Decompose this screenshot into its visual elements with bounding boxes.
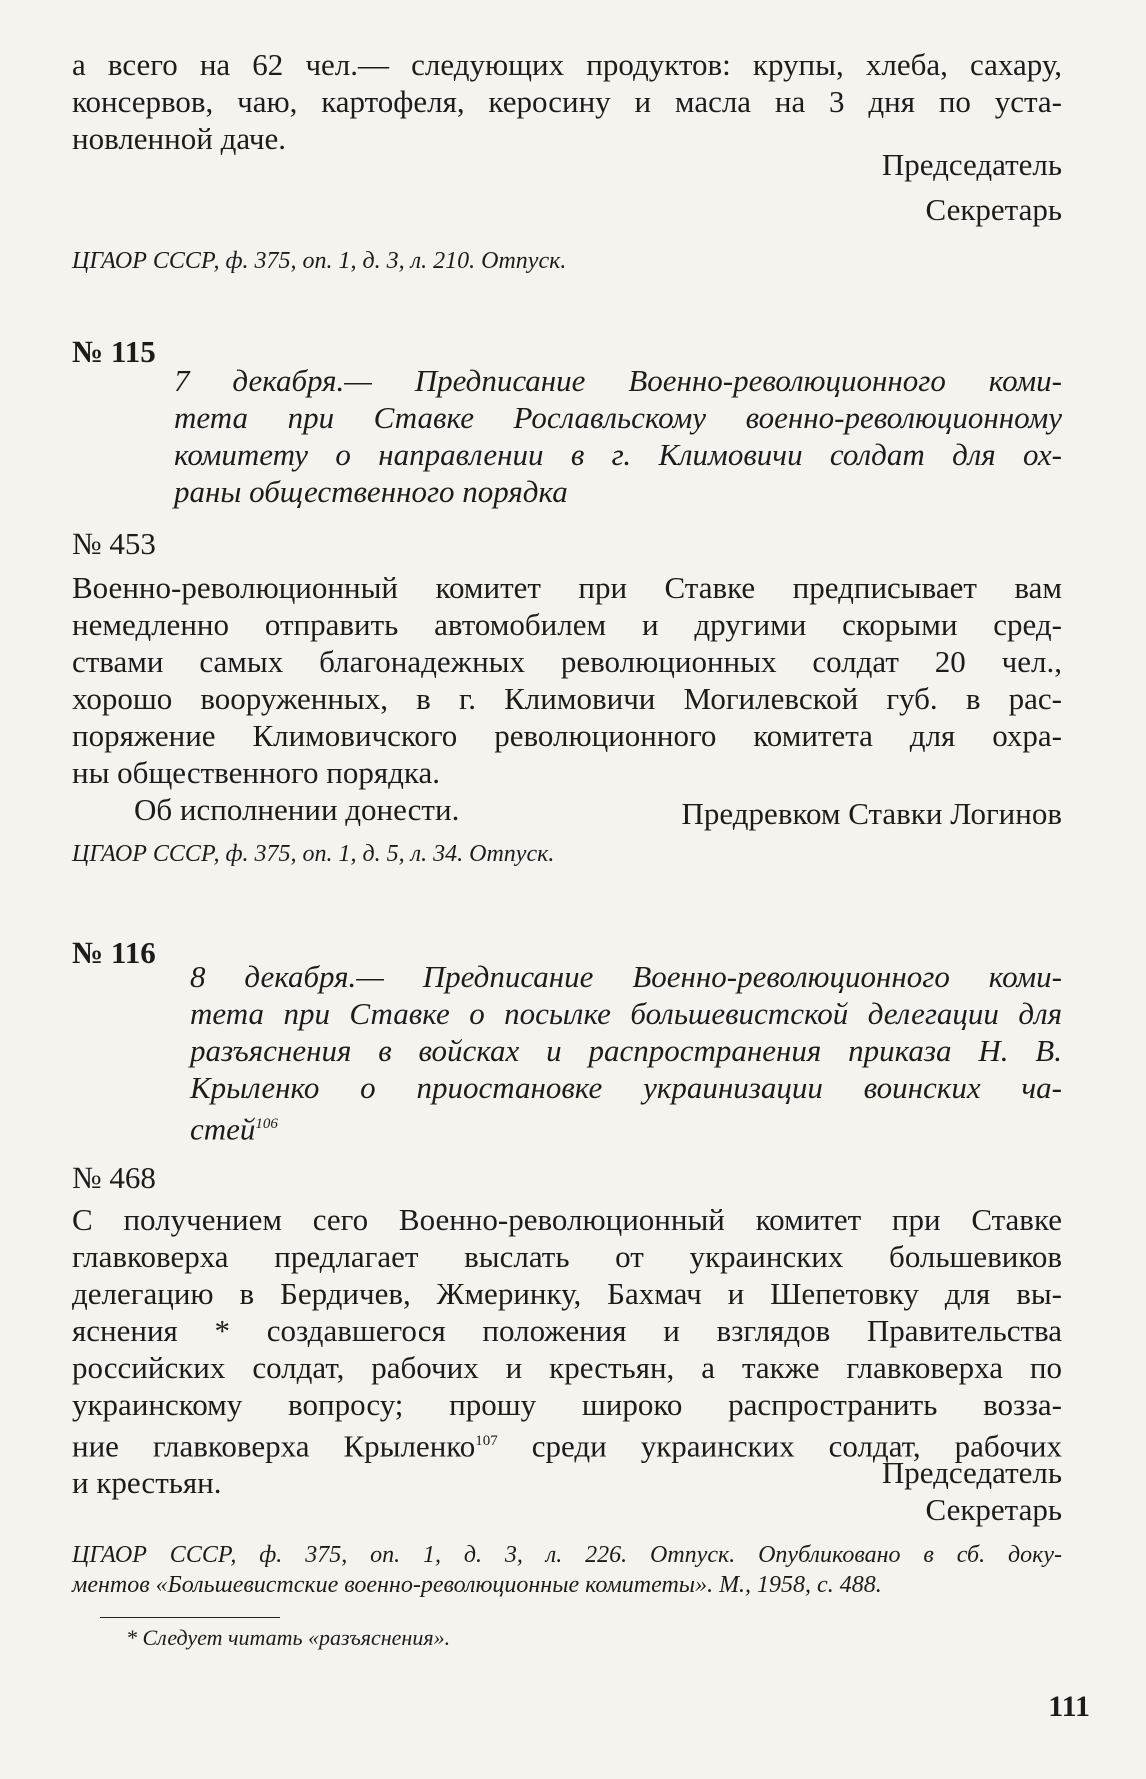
doc116-line7-part-a: ние главковерха Крыленко xyxy=(72,1428,476,1464)
doc116-outgoing-number: № 468 xyxy=(72,1160,156,1195)
doc115-heading-line: раны общественного порядка xyxy=(174,474,568,509)
doc115-body xyxy=(72,569,1062,828)
doc116-heading-last-word: стей xyxy=(190,1111,256,1147)
doc116-source-line: ментов «Большевистские военно-революционные комитеты». М., 1958, с. 488. xyxy=(72,1572,882,1598)
doc116-body-line: делегацию в Бердичев, Жмеринку, Бахмач и Шепетовку для вы- xyxy=(72,1276,1062,1311)
top-sign-chairman: Председатель xyxy=(881,147,1062,182)
doc115-body-line: поряжение Климовичского революционного комитета для охра- xyxy=(72,718,1062,753)
doc116-body-line: яснения * создавшегося положения и взглядов Правительства xyxy=(72,1313,1062,1348)
doc116-heading-line: Крыленко о приостановке украинизации воинских ча- xyxy=(190,1070,1062,1105)
doc115-body-line: ны общественного порядка. xyxy=(72,755,440,790)
doc115-heading-line: 7 декабря.— Предписание Военно-революционного коми- xyxy=(174,363,1062,398)
doc116-heading-last xyxy=(190,1106,1062,1147)
doc116-heading-line: разъяснения в войсках и распространения приказа Н. В. xyxy=(190,1033,1062,1068)
top-line-3: новленной даче. xyxy=(72,121,286,156)
doc116-heading-note-ref: 106 xyxy=(255,1116,278,1132)
doc116-heading-line: 8 декабря.— Предписание Военно-революционного коми- xyxy=(190,959,1062,994)
doc115-heading xyxy=(174,362,1062,510)
top-line-2: консервов, чаю, картофеля, керосину и масла на 3 дня по уста- xyxy=(72,84,1062,119)
doc115-source: ЦГАОР СССР, ф. 375, оп. 1, д. 5, л. 34. Отпуск. xyxy=(72,841,555,867)
doc115-body-line: немедленно отправить автомобилем и другими скорыми сред- xyxy=(72,607,1062,642)
doc116-heading xyxy=(190,958,1062,1147)
top-signatures xyxy=(72,146,1062,228)
doc115-body-line: Военно-революционный комитет при Ставке предписывает вам xyxy=(72,570,1062,605)
top-line-1: а всего на 62 чел.— следующих продуктов: крупы, хлеба, сахару, xyxy=(72,47,1062,82)
doc116-body-line: российских солдат, рабочих и крестьян, а также главковерха по xyxy=(72,1350,1062,1385)
doc116-line7-part-b: среди украинских солдат, рабочих xyxy=(531,1428,1063,1464)
doc115-body-line: ствами самых благонадежных революционных солдат 20 чел., xyxy=(72,644,1062,679)
doc116-number: № 116 xyxy=(72,935,156,970)
doc115-signature-text: Предревком Ставки Логинов xyxy=(681,796,1062,831)
footnote: * Следует читать «разъяснения». xyxy=(126,1625,451,1650)
doc116-body-line: украинскому вопросу; прошу широко распространить возза- xyxy=(72,1387,1062,1422)
doc116-heading-line: тета при Ставке о посылке большевистской делегации для xyxy=(190,996,1062,1031)
footnote-divider xyxy=(100,1617,280,1618)
top-source: ЦГАОР СССР, ф. 375, оп. 1, д. 3, л. 210. Отпуск. xyxy=(72,248,567,274)
doc115-body-line: хорошо вооруженных, в г. Климовичи Могилевской губ. в рас- xyxy=(72,681,1062,716)
doc116-signatures xyxy=(72,1454,1062,1528)
doc116-source xyxy=(72,1540,1062,1600)
top-paragraph xyxy=(72,46,1062,157)
doc115-signature xyxy=(72,795,1062,832)
doc115-heading-line: комитету о направлении в г. Климовичи солдат для ох- xyxy=(174,437,1062,472)
doc116-body-line: главковерха предлагает выслать от украинских большевиков xyxy=(72,1239,1062,1274)
top-sign-secretary: Секретарь xyxy=(925,192,1062,227)
page-number: 111 xyxy=(1048,1690,1090,1723)
doc116-body-line-8: и крестьян. xyxy=(72,1465,222,1501)
doc116-sign-chairman: Председатель xyxy=(881,1455,1062,1490)
doc116-note-ref-107: 107 xyxy=(475,1433,498,1449)
doc115-body-last: Об исполнении донести. xyxy=(134,792,460,827)
doc116-body-line: С получением сего Военно-революционный комитет при Ставке xyxy=(72,1202,1062,1237)
doc115-number: № 115 xyxy=(72,334,156,369)
doc115-outgoing-number: № 453 xyxy=(72,526,156,561)
doc115-heading-line: тета при Ставке Рославльскому военно-революционному xyxy=(174,400,1062,435)
doc116-source-line: ЦГАОР СССР, ф. 375, оп. 1, д. 3, л. 226. Отпуск. Опубликовано в сб. доку- xyxy=(72,1542,1062,1568)
doc116-sign-secretary: Секретарь xyxy=(925,1492,1062,1527)
